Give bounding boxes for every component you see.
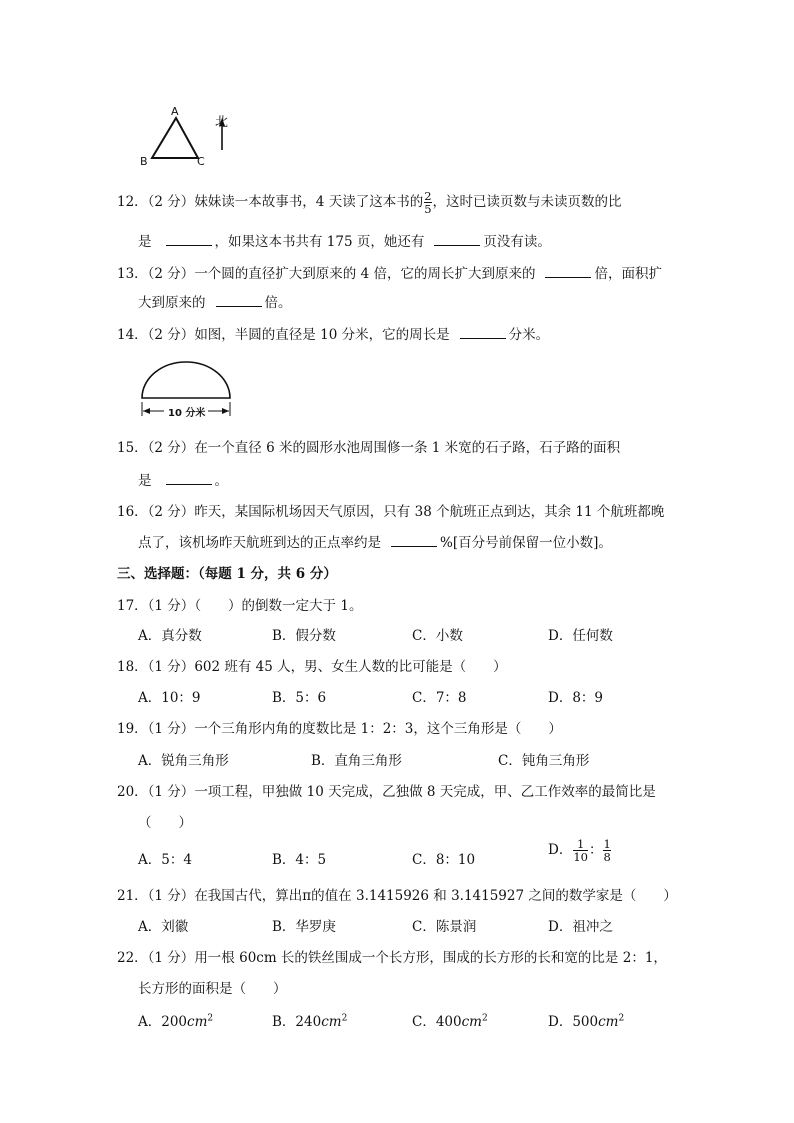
question-18: 18．（1 分）602 班有 45 人，男、女生人数的比可能是（ ） [117,659,507,675]
vertex-b-label: B [140,155,148,168]
north-label: 北 [215,115,229,130]
q12-number: 12．（2 分） [117,194,195,210]
q18-option-b[interactable]: B．5：6 [272,690,327,706]
q12-text-1: 妹妹读一本故事书，4 天读了这本书的 [194,194,424,210]
q21-option-a[interactable]: A．刘徽 [138,919,189,935]
q20-option-c[interactable]: C．8：10 [412,852,476,868]
question-13-line-2: 大到原来的 倍。 [138,295,292,311]
question-20-line-1: 20．（1 分）一项工程，甲独做 10 天完成，乙独做 8 天完成，甲、乙工作效率的最简比是 [117,784,656,800]
diameter-label: 10 分米 [168,408,206,419]
q12-blank-1[interactable] [166,233,212,246]
question-13-line-1: 13．（2 分）一个圆的直径扩大到原来的 4 倍，它的周长扩大到原来的 倍，面积扩 [117,266,662,282]
question-17: 17．（1 分）（ ）的倒数一定大于 1。 [117,598,363,614]
q21-option-c[interactable]: C．陈景润 [412,919,477,935]
q14-blank[interactable] [460,326,506,339]
q22-option-d[interactable]: D．$500cm^2$ [548,1013,625,1030]
q15-blank[interactable] [166,472,212,485]
semicircle-shape [142,362,230,398]
question-20-line-2: （ ） [138,815,192,831]
q13-blank-2[interactable] [216,294,262,307]
q12-blank-2[interactable] [434,233,480,246]
q19-option-c[interactable]: C．钝角三角形 [498,753,590,769]
q17-option-c[interactable]: C．小数 [412,628,463,644]
question-16-line-2: 点了，该机场昨天航班到达的正点率约是 %[百分号前保留一位小数]。 [138,535,612,551]
question-19: 19．（1 分）一个三角形内角的度数比是 1：2：3，这个三角形是（ ） [117,721,562,737]
vertex-c-label: C [197,155,205,168]
question-21: 21．（1 分）在我国古代，算出π的值在 3.1415926 和 3.1415927 之间的数学家是（ ） [117,888,677,904]
q20-option-d-fraction-2: $\frac{1}{8}$ [603,837,611,864]
q19-option-a[interactable]: A．锐角三角形 [138,753,229,769]
question-15-line-2: 是 。 [138,473,228,489]
question-22-line-1: 22．（1 分）用一根 60cm 长的铁丝围成一个长方形，围成的长方形的长和宽的比是 2：1， [117,950,667,966]
question-16-line-1: 16．（2 分）昨天，某国际机场因天气原因，只有 38 个航班正点到达，其余 11 个航班都晚 [117,504,665,520]
question-22-line-2: 长方形的面积是（ ） [138,981,287,997]
q12-fraction: $\frac{2}{5}$ [424,189,432,216]
q18-option-a[interactable]: A．10：9 [138,690,201,706]
q22-option-a[interactable]: A．$200cm^2$ [138,1013,214,1030]
q21-option-d[interactable]: D．祖冲之 [548,919,613,935]
q18-option-d[interactable]: D．8：9 [548,690,604,706]
q22-option-b[interactable]: B．$240cm^2$ [272,1013,348,1030]
question-15-line-1: 15．（2 分）在一个直径 6 米的圆形水池周围修一条 1 米宽的石子路，石子路的面积 [117,440,621,456]
q20-option-b[interactable]: B．4：5 [272,852,327,868]
q20-option-a[interactable]: A．5：4 [138,852,192,868]
q17-option-b[interactable]: B．假分数 [272,628,336,644]
q19-option-b[interactable]: B．直角三角形 [311,753,402,769]
q21-option-b[interactable]: B．华罗庚 [272,919,336,935]
right-arrowhead-icon [222,408,229,414]
q16-blank[interactable] [391,534,437,547]
q17-option-a[interactable]: A．真分数 [138,628,202,644]
q20-option-d-fraction-1: $\frac{1}{10}$ [573,837,588,864]
q22-option-c[interactable]: C．$400cm^2$ [412,1013,488,1030]
question-14-line-1: 14．（2 分）如图，半圆的直径是 10 分米，它的周长是 分米。 [117,327,550,343]
question-12-line-2: 是 ，如果这本书共有 175 页，她还有 页没有读。 [138,234,551,250]
question-12-line-1 [117,190,622,215]
q13-blank-1[interactable] [545,265,591,278]
left-arrowhead-icon [143,408,150,414]
triangle-shape [152,118,198,158]
vertex-a-label: A [171,105,179,118]
q17-option-d[interactable]: D．任何数 [548,628,613,644]
q18-option-c[interactable]: C．7：8 [412,690,467,706]
section-3-title: 三、选择题：（每题 1 分，共 6 分） [117,566,337,582]
q12-text-2: ，这时已读页数与未读页数的比 [432,194,622,210]
q20-option-d[interactable]: D． $\frac{1}{10}$ ： $\frac{1}{8}$ [548,837,611,864]
